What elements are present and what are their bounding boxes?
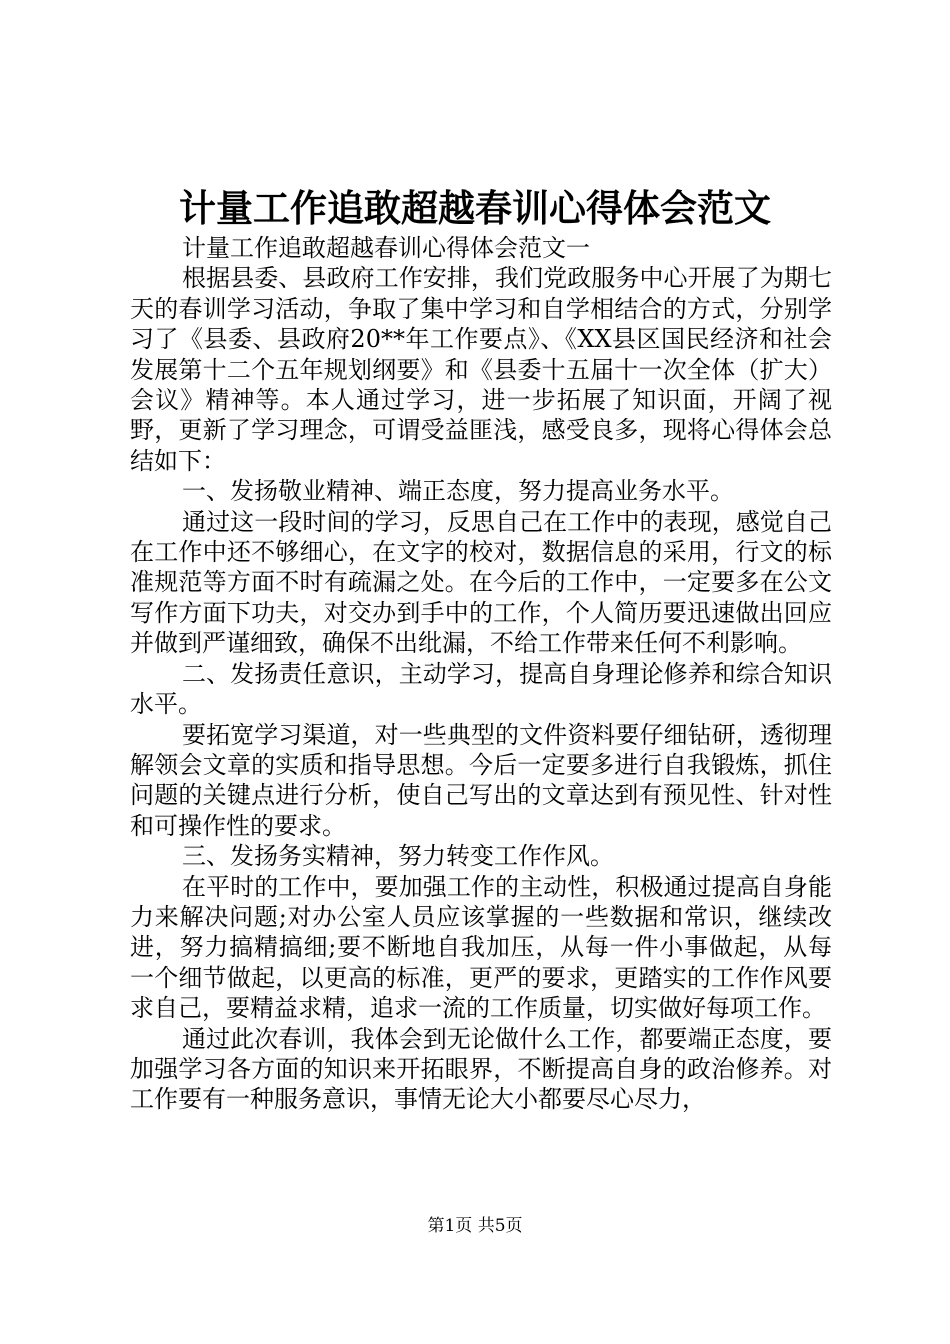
paragraph: 根据县委、县政府工作安排，我们党政服务中心开展了为期七天的春训学习活动，争取了集中学习和自学相结合的方式，分别学习了《县委、县政府20**年工作要点》、《XX县区国民经济和社会发展第十二个五年规划纲要》和《县委十五届十一次全体（扩大）会议》精神等。本人通过学习，进一步拓展了知识面，开阔了视野，更新了学习理念，可谓受益匪浅，感受良多，现将心得体会总结如下： bbox=[130, 264, 832, 475]
section-heading: 二、发扬责任意识，主动学习，提高自身理论修养和综合知识水平。 bbox=[130, 659, 832, 719]
page-footer: 第1页 共5页 bbox=[427, 1216, 523, 1236]
document-body bbox=[130, 233, 832, 1115]
document-title: 计量工作追敢超越春训心得体会范文 bbox=[179, 186, 771, 230]
paragraph: 通过此次春训，我体会到无论做什么工作，都要端正态度，要加强学习各方面的知识来开拓眼界，不断提高自身的政治修养。对工作要有一种服务意识，事情无论大小都要尽心尽力， bbox=[130, 1024, 832, 1114]
paragraph-subtitle: 计量工作追敢超越春训心得体会范文一 bbox=[182, 234, 590, 262]
section-heading: 三、发扬务实精神，努力转变工作作风。 bbox=[182, 842, 614, 871]
paragraph: 要拓宽学习渠道，对一些典型的文件资料要仔细钻研，透彻理解领会文章的实质和指导思想。今后一定要多进行自我锻炼，抓住问题的关键点进行分析，使自己写出的文章达到有预见性、针对性和可操作性的要求。 bbox=[130, 720, 832, 840]
paragraph: 在平时的工作中，要加强工作的主动性，积极通过提高自身能力来解决问题;对办公室人员应该掌握的一些数据和常识，继续改进，努力搞精搞细;要不断地自我加压，从每一件小事做起，从每一个细节做起，以更高的标准，更严的要求，更踏实的工作作风要求自己，要精益求精，追求一流的工作质量，切实做好每项工作。 bbox=[130, 872, 832, 1023]
paragraph: 通过这一段时间的学习，反思自己在工作中的表现，感觉自己在工作中还不够细心，在文字的校对，数据信息的采用，行文的标准规范等方面不时有疏漏之处。在今后的工作中，一定要多在公文写作方面下功夫，对交办到手中的工作，个人简历要迅速做出回应并做到严谨细致，确保不出纰漏，不给工作带来任何不利影响。 bbox=[130, 507, 832, 658]
section-heading: 一、发扬敬业精神、端正态度，努力提高业务水平。 bbox=[182, 477, 734, 506]
